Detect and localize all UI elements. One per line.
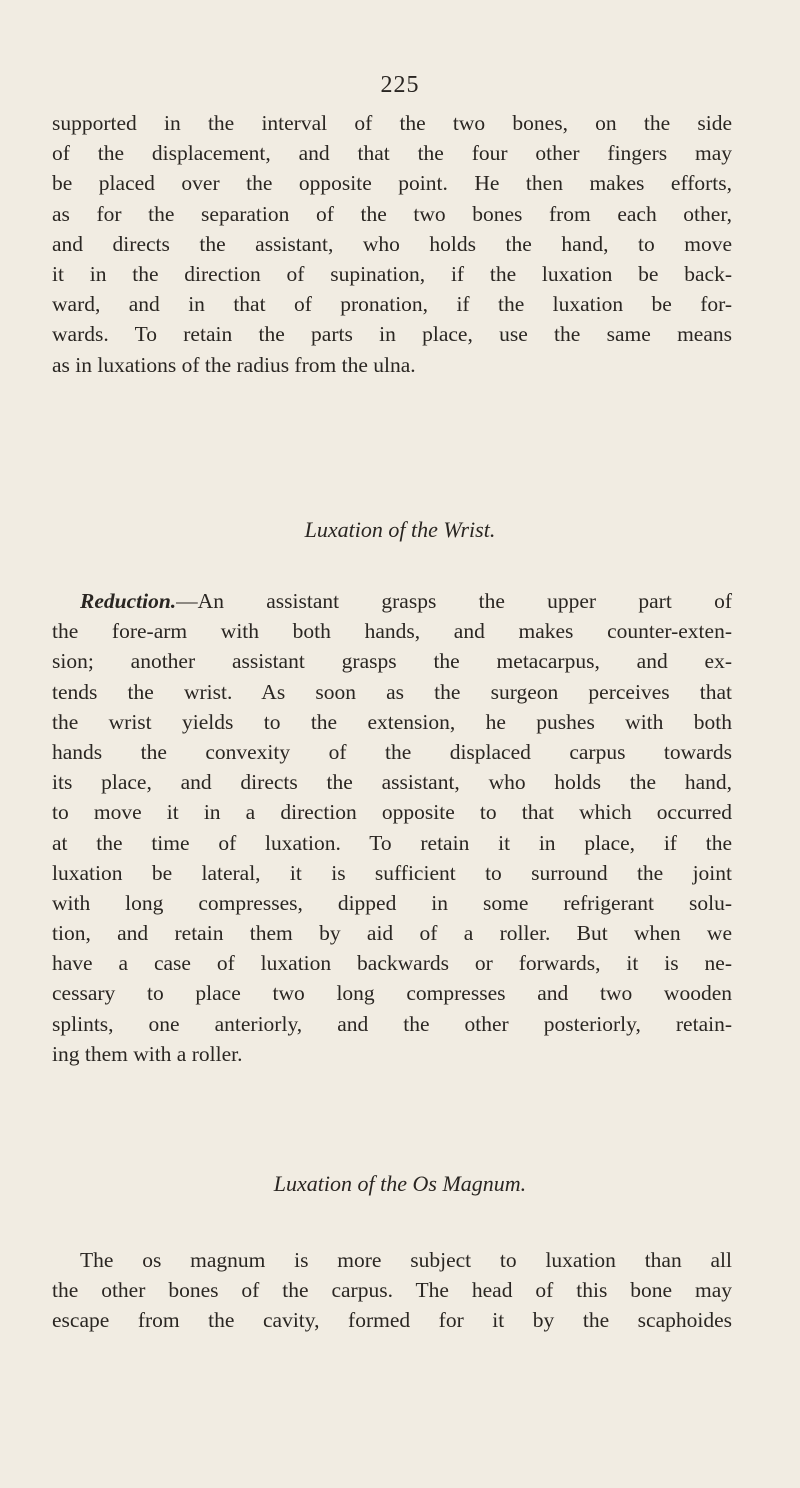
- text-line: be placed over the opposite point. He then makes efforts,: [52, 171, 732, 196]
- text-line: as in luxations of the radius from the ulna.: [52, 352, 416, 377]
- text-line: sion; another assistant grasps the metacarpus, and ex-: [52, 649, 732, 674]
- text-line: the wrist yields to the extension, he pushes with both: [52, 709, 732, 734]
- text-line: tends the wrist. As soon as the surgeon perceives that: [52, 679, 732, 704]
- text-line: of the displacement, and that the four other fingers may: [52, 141, 732, 166]
- text-line: the fore-arm with both hands, and makes counter-exten-: [52, 619, 732, 644]
- text-line: at the time of luxation. To retain it in place, if the: [52, 830, 732, 855]
- text-line: hands the convexity of the displaced carpus towards: [52, 739, 732, 764]
- text-line: ward, and in that of pronation, if the luxation be for-: [52, 292, 732, 317]
- text-span: —An assistant grasps the upper part of: [176, 589, 732, 613]
- paragraph-continuation: [52, 108, 732, 380]
- text-line: it in the direction of supination, if the luxation be back-: [52, 261, 732, 286]
- run-in-heading: Reduction.: [80, 589, 177, 613]
- text-line: the other bones of the carpus. The head of this bone may: [52, 1278, 732, 1303]
- text-line: with long compresses, dipped in some refrigerant solu-: [52, 890, 732, 915]
- paragraph-reduction: [52, 586, 732, 1069]
- text-line: ing them with a roller.: [52, 1041, 243, 1066]
- text-line: [52, 586, 732, 616]
- section-heading-wrist: Luxation of the Wrist.: [304, 517, 496, 542]
- text-line: luxation be lateral, it is sufficient to surround the joint: [52, 860, 732, 885]
- text-line: its place, and directs the assistant, who holds the hand,: [52, 770, 732, 795]
- page-number: 225: [380, 72, 420, 98]
- text-line: escape from the cavity, formed for it by the scaphoides: [52, 1308, 732, 1333]
- text-line: have a case of luxation backwards or forwards, it is ne-: [52, 951, 732, 976]
- text-line: cessary to place two long compresses and two wooden: [52, 981, 732, 1006]
- text-line: The os magnum is more subject to luxation than all: [80, 1248, 732, 1272]
- text-line: as for the separation of the two bones from each other,: [52, 201, 732, 226]
- text-line: supported in the interval of the two bones, on the side: [52, 111, 732, 135]
- paragraph-os-magnum: [52, 1245, 732, 1336]
- text-line: and directs the assistant, who holds the hand, to move: [52, 231, 732, 256]
- text-line: wards. To retain the parts in place, use the same means: [52, 322, 732, 347]
- section-heading-os-magnum: Luxation of the Os Magnum.: [273, 1171, 527, 1196]
- text-line: tion, and retain them by aid of a roller. But when we: [52, 921, 732, 946]
- text-line: splints, one anteriorly, and the other posteriorly, retain-: [52, 1011, 732, 1036]
- text-line: to move it in a direction opposite to that which occurred: [52, 800, 732, 825]
